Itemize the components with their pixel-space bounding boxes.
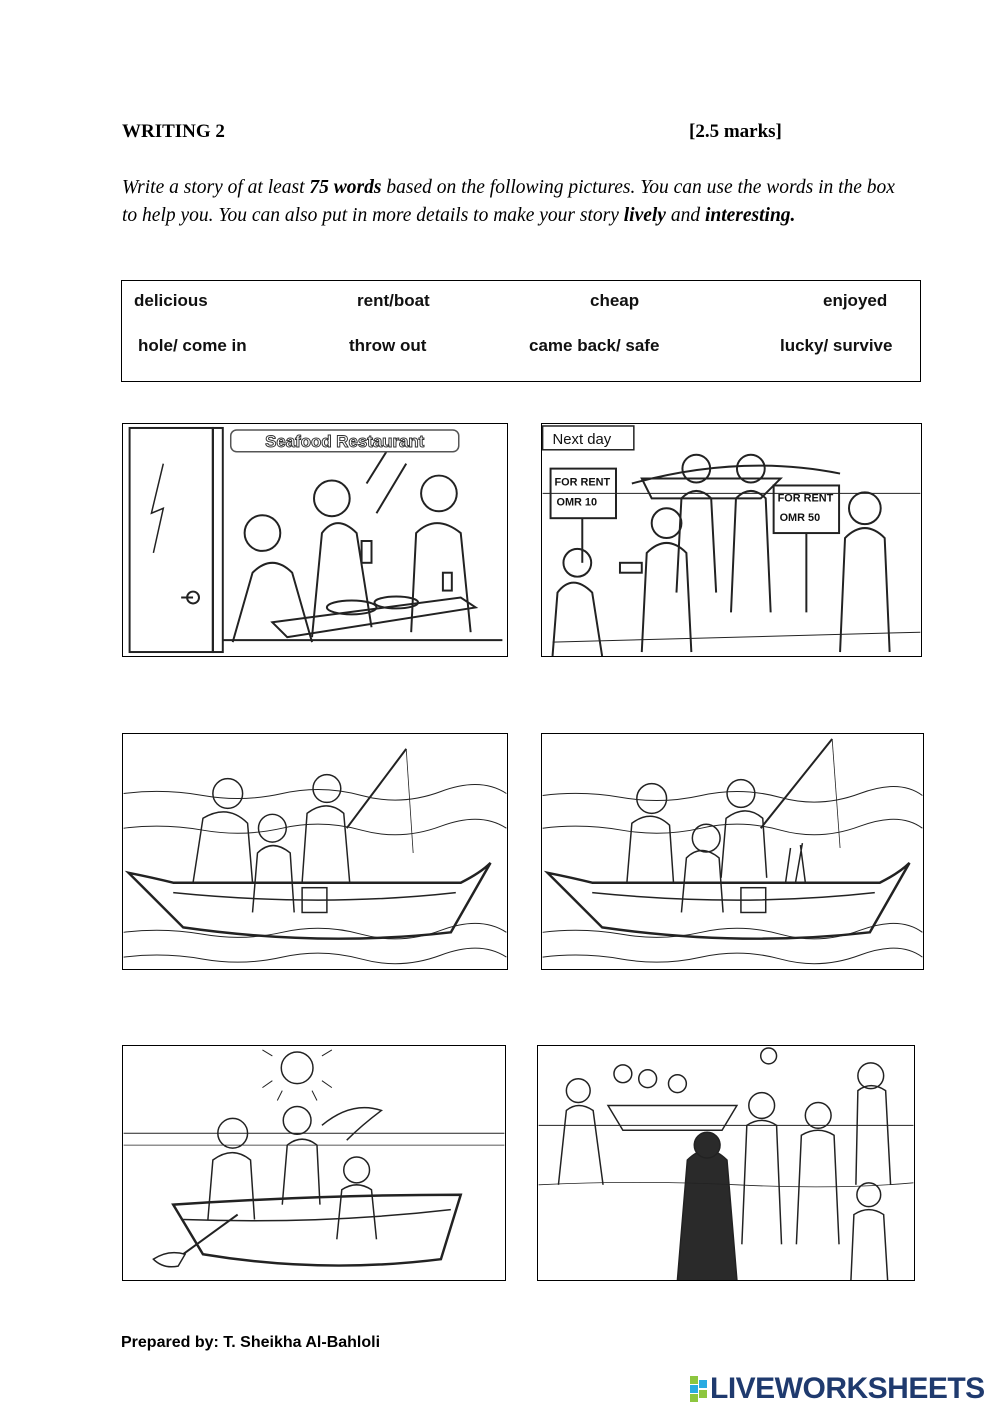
prepared-by: Prepared by: T. Sheikha Al-Bahloli (121, 1334, 381, 1351)
word-item: hole/ come in (138, 336, 247, 355)
instructions-text-2: based on the following pictures. You can use the words in the box to help you. You can also put in more details to make your story (122, 177, 895, 226)
marks-label: [2.5 marks] (689, 121, 782, 142)
hole-illustration (542, 734, 923, 969)
picture-back-on-shore (537, 1045, 915, 1281)
shore-illustration (538, 1046, 914, 1280)
word-box (121, 280, 921, 382)
word-item: throw out (349, 336, 427, 355)
section-title: WRITING 2 (122, 121, 225, 142)
instructions-text-3: and (665, 204, 705, 226)
word-item: came back/ safe (529, 336, 660, 355)
rental-illustration (542, 424, 921, 656)
fishing-illustration (123, 734, 507, 969)
picture-restaurant (122, 423, 508, 657)
instructions-text-1: Write a story of at least (122, 177, 310, 198)
picture-bailing-water (122, 1045, 506, 1281)
bailing-illustration (123, 1046, 505, 1280)
picture-boat-rental (541, 423, 922, 657)
word-item: cheap (590, 291, 640, 310)
word-item: delicious (134, 291, 208, 310)
rent-sign-2-line-2: OMR 50 (779, 512, 821, 525)
rent-sign-1-line-1: FOR RENT (554, 476, 611, 489)
word-item: lucky/ survive (780, 336, 893, 355)
rent-sign-1-line-2: OMR 10 (556, 496, 598, 509)
restaurant-sign: Seafood Restaurant (265, 431, 425, 451)
brand-watermark (690, 1374, 985, 1404)
brand-text: LIVEWORKSHEETS (710, 1372, 985, 1405)
liveworksheets-logo-icon (690, 1376, 708, 1402)
picture-fishing-boat (122, 733, 508, 970)
word-item: rent/boat (357, 291, 430, 310)
next-day-caption: Next day (552, 431, 612, 448)
restaurant-illustration (123, 424, 507, 656)
instructions-bold-words: 75 words (309, 177, 382, 198)
word-item: enjoyed (823, 291, 888, 310)
instructions-bold-interesting: interesting. (704, 204, 796, 226)
rent-sign-2-line-1: FOR RENT (777, 492, 834, 505)
picture-hole-in-boat (541, 733, 924, 970)
instructions-bold-lively: lively (623, 204, 666, 226)
instructions (122, 174, 912, 229)
